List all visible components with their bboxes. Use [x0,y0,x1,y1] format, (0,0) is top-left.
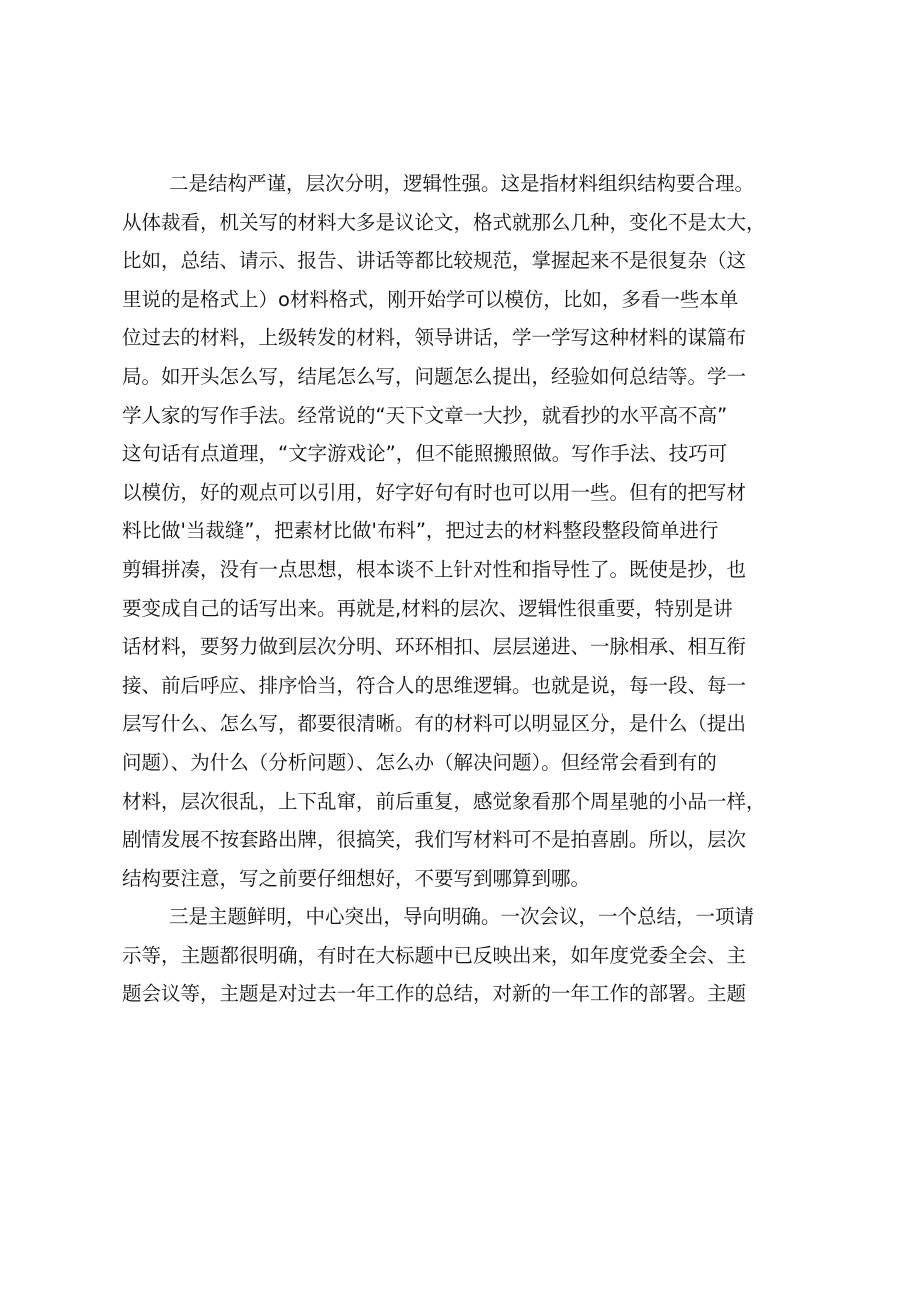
paragraph-line: 接、前后呼应、排序恰当，符合人的思维逻辑。也就是说，每一段、每一 [122,673,747,697]
paragraph-line: 里说的是格式上）o材料格式，刚开始学可以模仿，比如，多看一些本单 [122,287,739,311]
paragraph-line: 题会议等，主题是对过去一年工作的总结，对新的一年工作的部署。主题 [122,982,747,1006]
paragraph-line: 以模仿，好的观点可以引用，好字好句有时也可以用一些。但有的把写材 [122,480,747,504]
paragraph-line: 结构要注意，写之前要仔细想好，不要写到哪算到哪。 [122,866,591,890]
paragraph-line: 比如，总结、请示、报告、讲话等都比较规范，掌握起来不是很复杂（这 [122,249,747,273]
paragraph-line: 从体裁看，机关写的材料大多是议论文，格式就那么几种，变化不是太大， [122,210,766,234]
paragraph-line: 剪辑拼凑，没有一点思想，根本谈不上针对性和指导性了。既使是抄，也 [122,557,747,581]
paragraph-line: 剧情发展不按套路出牌，很搞笑，我们写材料可不是拍喜剧。所以，层次 [122,828,747,852]
paragraph-line: 要变成自己的话写出来。再就是,材料的层次、逻辑性很重要，特别是讲 [122,596,733,620]
paragraph-line: 这句话有点道理，“文字游戏论”，但不能照搬照做。写作手法、技巧可 [122,442,728,466]
paragraph-line: 料比做'当裁缝”，把素材比做'布料”，把过去的材料整段整段简单进行 [122,519,719,543]
paragraph-line: 位过去的材料，上级转发的材料，领导讲话，学一学写这种材料的谋篇布 [122,326,747,350]
paragraph-line: 局。如开头怎么写，结尾怎么写，问题怎么提出，经验如何总结等。学一 [122,364,747,388]
paragraph-line: 话材料，要努力做到层次分明、环环相扣、层层递进、一脉相承、相互衔 [122,635,747,659]
paragraph-line: 材料，层次很乱，上下乱窜，前后重复，感觉象看那个周星驰的小品一样， [122,789,766,813]
paragraph-line: 学人家的写作手法。经常说的“天下文章一大抄，就看抄的水平高不高” [122,403,728,427]
paragraph-line: 问题）、为什么（分析问题）、怎么办（解决问题）。但经常会看到有的 [122,750,717,774]
paragraph-line: 示等，主题都很明确，有时在大标题中已反映出来，如年度党委全会、主 [122,943,747,967]
paragraph-line: 二是结构严谨，层次分明，逻辑性强。这是指材料组织结构要合理。 [169,172,755,195]
paragraph-structure [122,165,842,898]
paragraph-line: 三是主题鲜明，中心突出，导向明确。一次会议，一个总结，一项请 [169,905,755,928]
paragraph-theme [122,898,842,1014]
paragraph-line: 层写什么、怎么写，都要很清晰。有的材料可以明显区分，是什么（提出 [122,712,747,736]
